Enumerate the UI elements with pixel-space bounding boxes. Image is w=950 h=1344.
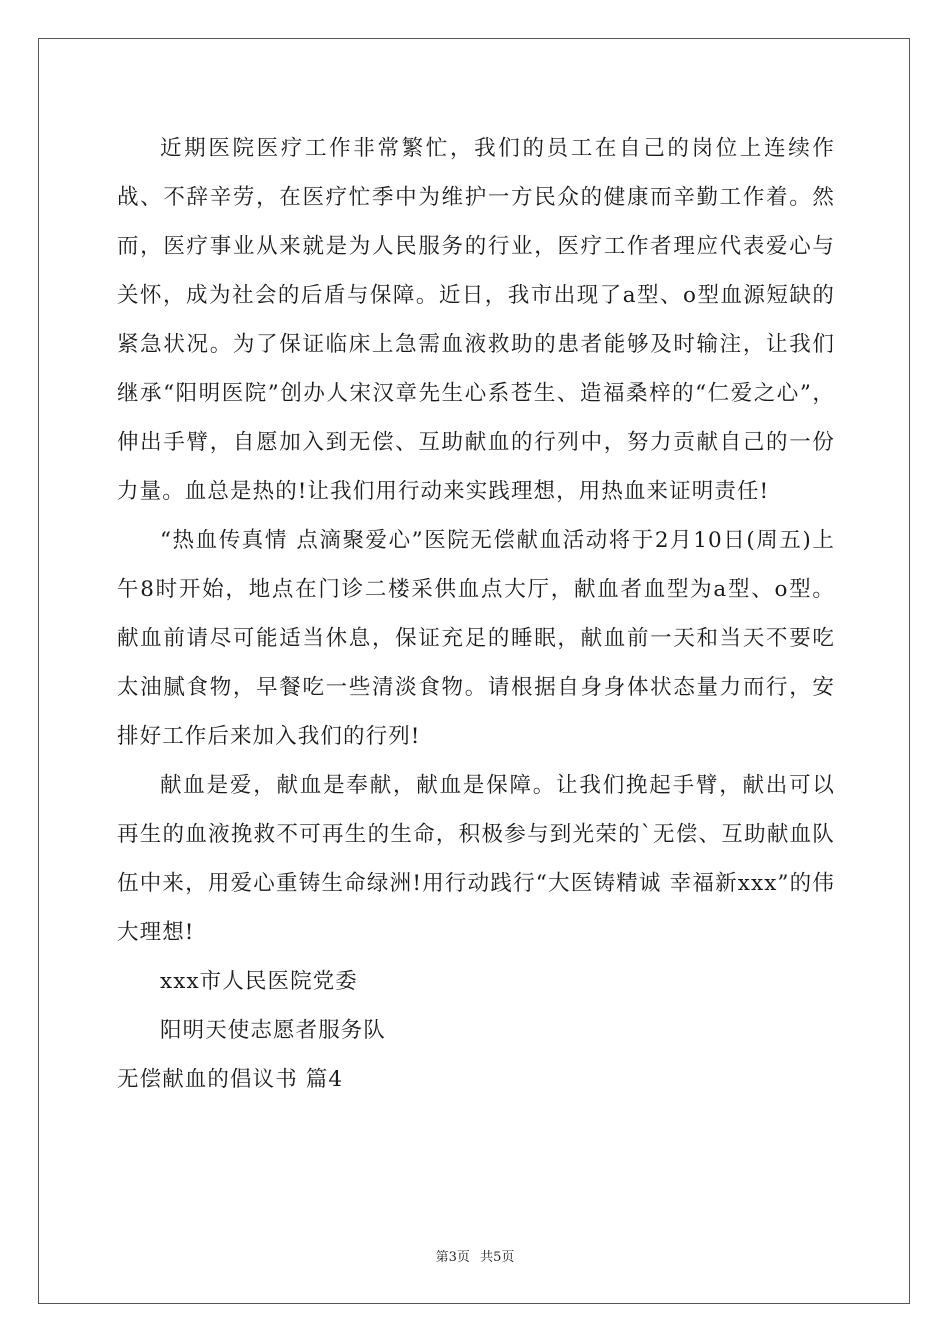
document-body: [117, 124, 835, 1104]
page-number: 第3页: [435, 1250, 470, 1265]
page-total: 共5页: [480, 1250, 515, 1265]
next-section-heading: 无偿献血的倡议书 篇4: [117, 1067, 344, 1092]
signature-volunteer-team: 阳明天使志愿者服务队: [160, 1018, 387, 1043]
signature-party-committee: xxx市人民医院党委: [160, 969, 358, 994]
paragraph-2: “热血传真情 点滴聚爱心”医院无偿献血活动将于2月10日(周五)上午8时开始，地点在门诊二楼采供血点大厅，献血者血型为a型、o型。献血前请尽可能适当休息，保证充足的睡眠，献血前一天和当天不要吃太油腻食物，早餐吃一些清淡食物。请根据自身身体状态量力而行，安排好工作后来加入我们的行列!: [117, 528, 835, 749]
paragraph-3: 献血是爱，献血是奉献，献血是保障。让我们挽起手臂，献出可以再生的血液挽救不可再生的生命，积极参与到光荣的`无偿、互助献血队伍中来，用爱心重铸生命绿洲!用行动践行“大医铸精诚 幸福新xxx”的伟大理想!: [117, 773, 835, 945]
page-footer: [0, 1248, 950, 1268]
paragraph-1: 近期医院医疗工作非常繁忙，我们的员工在自己的岗位上连续作战、不辞辛劳，在医疗忙季中为维护一方民众的健康而辛勤工作着。然而，医疗事业从来就是为人民服务的行业，医疗工作者理应代表爱心与关怀，成为社会的后盾与保障。近日，我市出现了a型、o型血源短缺的紧急状况。为了保证临床上急需血液救助的患者能够及时输注，让我们继承“阳明医院”创办人宋汉章先生心系苍生、造福桑梓的“仁爱之心”，伸出手臂，自愿加入到无偿、互助献血的行列中，努力贡献自己的一份力量。血总是热的!让我们用行动来实践理想，用热血来证明责任!: [117, 136, 835, 504]
